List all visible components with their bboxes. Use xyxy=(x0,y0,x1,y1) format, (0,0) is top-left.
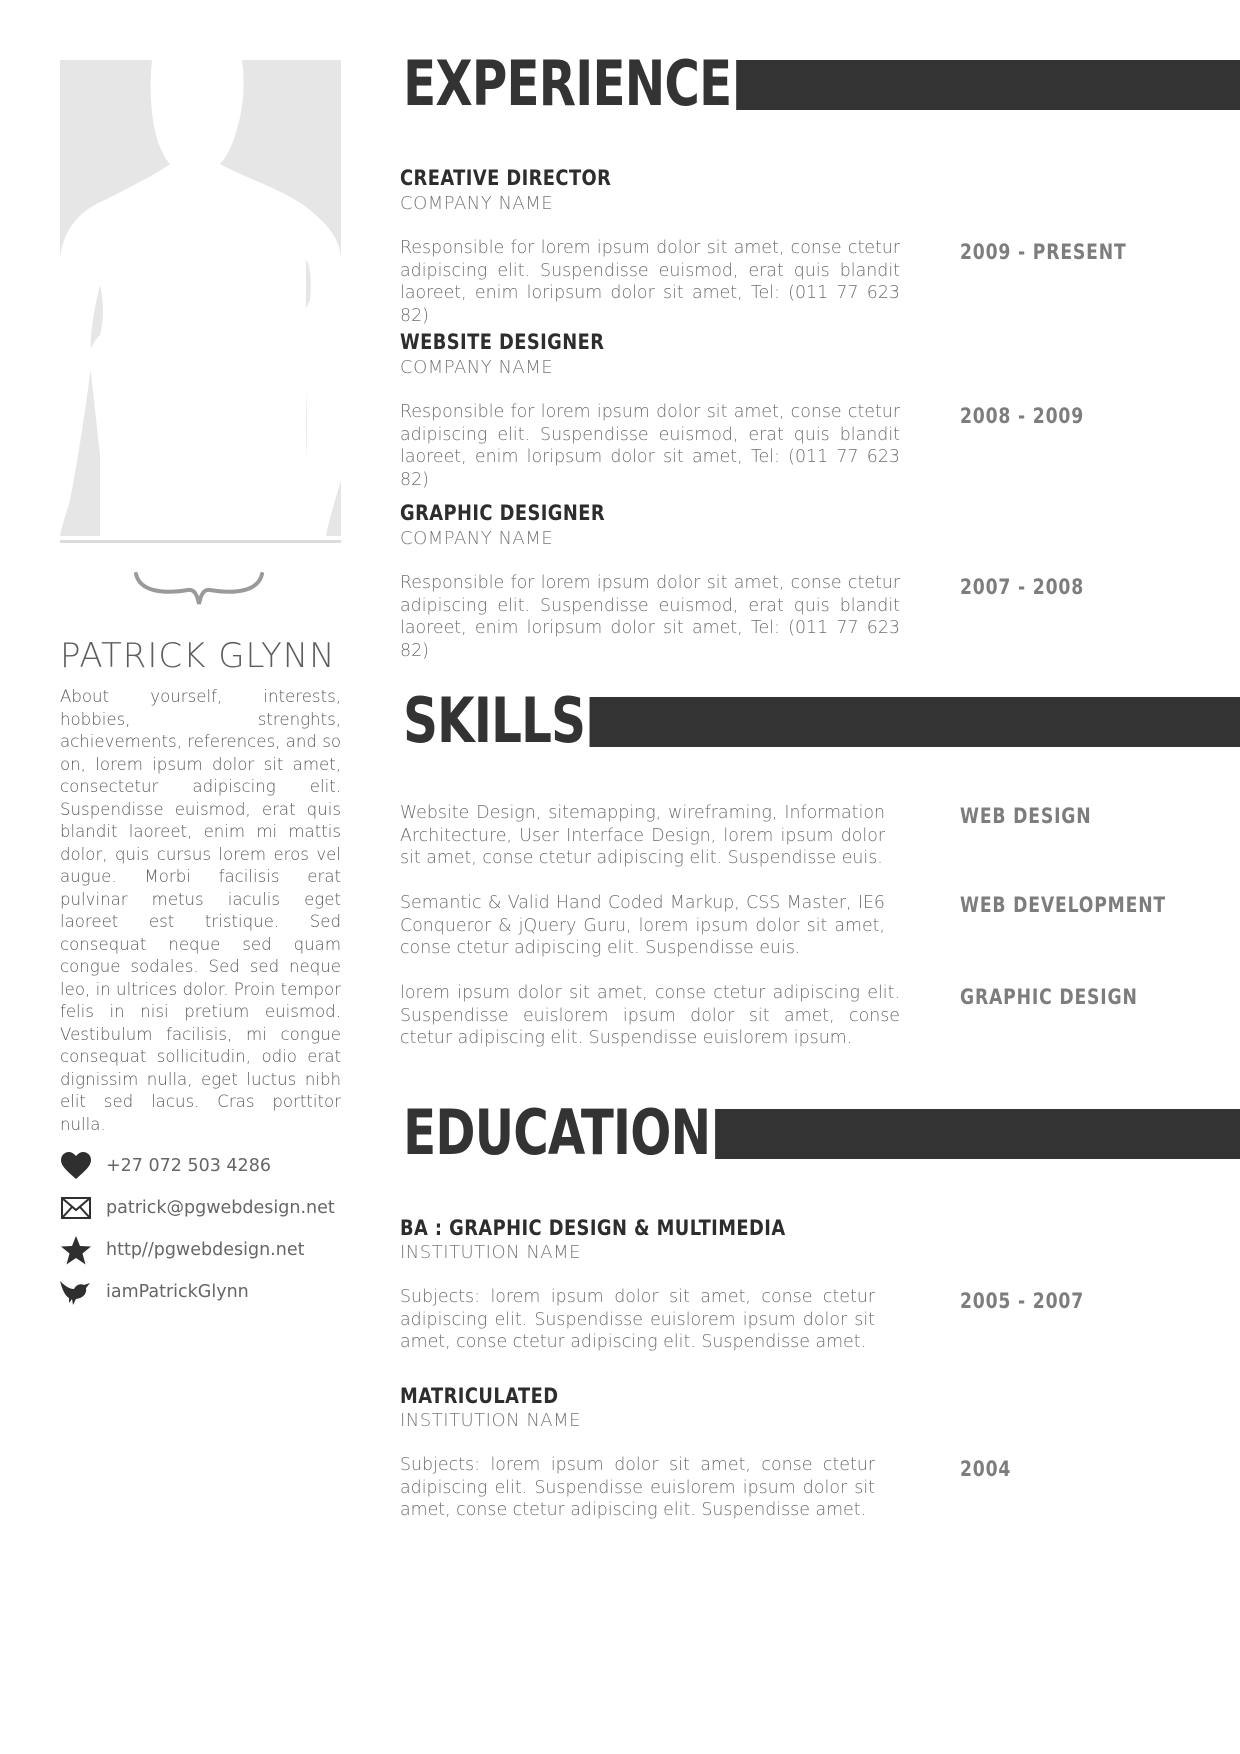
profile-photo-placeholder xyxy=(60,60,341,536)
person-silhouette-icon xyxy=(60,60,341,536)
star-icon xyxy=(60,1234,92,1266)
experience-title: CREATIVE DIRECTOR xyxy=(400,166,612,190)
contact-email[interactable] xyxy=(60,1192,350,1224)
experience-heading: EXPERIENCE xyxy=(400,54,736,114)
experience-title: WEBSITE DESIGNER xyxy=(400,330,605,354)
contact-website[interactable] xyxy=(60,1234,350,1266)
skill-label: WEB DESIGN xyxy=(960,804,1092,828)
bird-icon xyxy=(60,1276,92,1308)
experience-description: Responsible for lorem ipsum dolor sit amet, conse ctetur adipiscing elit. Suspendisse euismod, erat quis blandit laoreet, enim loripsum dolor sit amet, Tel: (011 77 623 82) xyxy=(400,573,900,661)
experience-company: COMPANY NAME xyxy=(400,193,554,214)
skill-label: WEB DEVELOPMENT xyxy=(960,893,1167,917)
education-description: Subjects: lorem ipsum dolor sit amet, conse ctetur adipiscing elit. Suspendisse euislorem ipsum dolor sit amet, conse ctetur adipiscing elit. Suspendisse amet. xyxy=(400,1455,875,1520)
education-institution: INSTITUTION NAME xyxy=(400,1242,582,1263)
experience-dates: 2008 - 2009 xyxy=(960,404,1085,428)
photo-divider xyxy=(60,540,341,543)
education-institution: INSTITUTION NAME xyxy=(400,1410,582,1431)
contact-phone xyxy=(60,1150,350,1182)
skill-description: lorem ipsum dolor sit amet, conse ctetur adipiscing elit. Suspendisse euislorem ipsum dolor sit amet, conse ctetur adipiscing elit. Suspendisse euislorem ipsum. xyxy=(400,983,900,1048)
contact-email-text[interactable]: patrick@pgwebdesign.net xyxy=(106,1198,335,1218)
skill-label: GRAPHIC DESIGN xyxy=(960,985,1138,1009)
envelope-icon xyxy=(60,1192,92,1224)
experience-company: COMPANY NAME xyxy=(400,357,554,378)
education-title: BA : GRAPHIC DESIGN & MULTIMEDIA xyxy=(400,1216,786,1240)
skill-description: Website Design, sitemapping, wireframing, Information Architecture, User Interface Design, lorem ipsum dolor sit amet, conse ctetur adipiscing elit. Suspendisse euis. xyxy=(400,803,885,868)
skills-heading: SKILLS xyxy=(400,691,590,751)
education-heading: EDUCATION xyxy=(400,1103,715,1163)
education-title: MATRICULATED xyxy=(400,1384,559,1408)
education-dates: 2004 xyxy=(960,1457,1012,1481)
experience-dates: 2007 - 2008 xyxy=(960,575,1085,599)
profile-about: About yourself, interests, hobbies, strenghts, achievements, references, and so on, lorem ipsum dolor sit amet, consectetur adipiscing elit. Suspendisse euismod, erat quis blandit laoreet, enim mi mattis dolor, quis cursus lorem eros vel augue. Morbi facilisis erat pulvinar metus iaculis eget laoreet est tristique. Sed consequat neque sed quam congue sodales. Sed sed neque leo, in ultrices dolor. Proin tempor felis in nisi pretium euismod. Vestibulum facilisis, mi congue consequat sollicitudin, odio erat dignissim nulla, eget luctus nibh elit sed lacus. Cras porttitor nulla. xyxy=(60,687,341,1134)
education-dates: 2005 - 2007 xyxy=(960,1289,1085,1313)
profile-name: PATRICK GLYNN xyxy=(60,636,336,676)
skills-section-bar xyxy=(400,684,1240,757)
contact-website-text[interactable]: http//pgwebdesign.net xyxy=(106,1240,305,1260)
contact-twitter[interactable] xyxy=(60,1276,350,1308)
experience-dates: 2009 - PRESENT xyxy=(960,240,1127,264)
ornament-flourish-icon xyxy=(134,570,264,614)
skill-description: Semantic & Valid Hand Coded Markup, CSS Master, IE6 Conqueror & jQuery Guru, lorem ipsum dolor sit amet, conse ctetur adipiscing elit. Suspendisse euis. xyxy=(400,893,885,958)
experience-description: Responsible for lorem ipsum dolor sit amet, conse ctetur adipiscing elit. Suspendisse euismod, erat quis blandit laoreet, enim loripsum dolor sit amet, Tel: (011 77 623 82) xyxy=(400,402,900,490)
contact-phone-text: +27 072 503 4286 xyxy=(106,1156,271,1176)
education-description: Subjects: lorem ipsum dolor sit amet, conse ctetur adipiscing elit. Suspendisse euislorem ipsum dolor sit amet, conse ctetur adipiscing elit. Suspendisse amet. xyxy=(400,1287,875,1352)
heart-icon xyxy=(60,1150,92,1182)
experience-description: Responsible for lorem ipsum dolor sit amet, conse ctetur adipiscing elit. Suspendisse euismod, erat quis blandit laoreet, enim loripsum dolor sit amet, Tel: (011 77 623 82) xyxy=(400,238,900,326)
experience-title: GRAPHIC DESIGNER xyxy=(400,501,606,525)
contact-twitter-text[interactable]: iamPatrickGlynn xyxy=(106,1282,249,1302)
education-section-bar xyxy=(400,1096,1240,1169)
experience-section-bar xyxy=(400,47,1240,120)
experience-company: COMPANY NAME xyxy=(400,528,554,549)
